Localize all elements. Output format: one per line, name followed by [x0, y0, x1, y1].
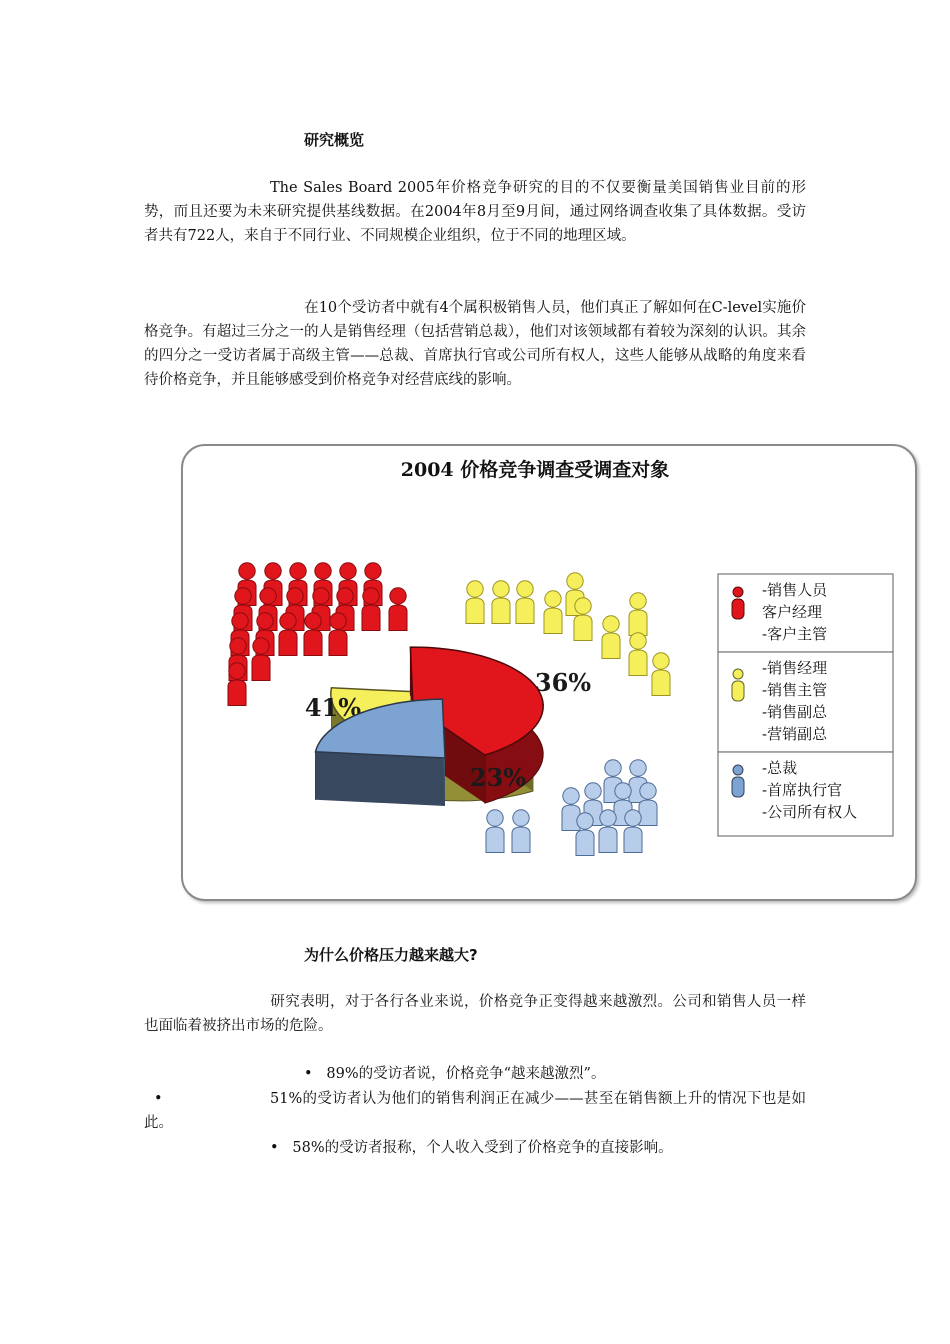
legend-label: 客户经理 [762, 603, 823, 621]
legend-entry [718, 574, 893, 652]
slice-data-label: 41% [304, 693, 362, 722]
person-icon [652, 653, 670, 696]
legend-person-icon [732, 587, 744, 619]
section-title-overview: 研究概览 [304, 131, 365, 149]
person-icon [466, 581, 484, 624]
bullet-item-3 [270, 1136, 673, 1160]
legend-label: -销售主管 [762, 681, 828, 699]
person-icon [329, 613, 347, 656]
chart-title: 2004 价格竞争调查受调查对象 [400, 459, 670, 481]
person-icon [389, 588, 407, 631]
legend-person-icon [732, 765, 744, 797]
legend-label: -总裁 [762, 759, 798, 777]
pie-layer [228, 563, 670, 856]
bullet-symbol: • [270, 1140, 279, 1156]
legend-person-icon [732, 669, 744, 701]
legend-label: -销售经理 [762, 659, 828, 677]
person-icon [486, 810, 504, 853]
bullet-symbol: • [154, 1091, 163, 1107]
person-icon [228, 663, 246, 706]
pie-slice-wall [316, 752, 446, 806]
person-icon [512, 810, 530, 853]
paragraph-overview-1: The Sales Board 2005年价格竞争研究的目的不仅要衡量美国销售业目前的形势，而且还要为未来研究提供基线数据。在2004年8月至9月间，通过网络调查收集了具体数据。受访者共有722人，来自于不同行业、不同规模企业组织，位于不同的地理区域。 [144, 180, 806, 244]
person-icon [544, 591, 562, 634]
legend-label: -销售副总 [762, 703, 828, 721]
chart-frame [181, 444, 917, 901]
respondents-pie-chart [183, 446, 915, 899]
paragraph-overview-2: 在10个受访者中就有4个属积极销售人员，他们真正了解如何在C-level实施价格竞争。有超过三分之一的人是销售经理（包括营销总裁），他们对该领域都有着较为深刻的认识。其余的四分之一受访者属于高级主管——总裁、首席执行官或公司所有权人，这些人能够从战略的角度来看待价格竞争，并且能够感受到价格竞争对经营底线的影响。 [144, 300, 806, 388]
person-icon [252, 638, 270, 681]
person-icon [279, 613, 297, 656]
bullet-text: 51%的受访者认为他们的销售利润正在减少——甚至在销售额上升的情况下也是如此。 [144, 1091, 806, 1131]
bullet-symbol: • [304, 1066, 313, 1082]
slice-data-label: 36% [534, 668, 592, 697]
legend-entry [718, 652, 893, 752]
slice-data-label: 23% [469, 763, 527, 792]
paragraph-pressure-1: 研究表明，对于各行各业来说，价格竞争正变得越来越激烈。公司和销售人员一样也面临着被挤出市场的危险。 [144, 994, 806, 1034]
bullet-item-2 [144, 1087, 806, 1135]
legend-label: -销售人员 [762, 581, 828, 599]
bullet-text: 58%的受访者报称，个人收入受到了价格竞争的直接影响。 [292, 1140, 673, 1156]
person-icon [624, 810, 642, 853]
legend-label: -营销副总 [762, 725, 828, 743]
person-icon [362, 588, 380, 631]
person-icon [629, 633, 647, 676]
person-icon [599, 810, 617, 853]
bullet-text: 89%的受访者说，价格竞争“越来越激烈”。 [326, 1066, 606, 1082]
person-icon [576, 813, 594, 856]
person-icon [516, 581, 534, 624]
bullet-item-1 [304, 1062, 605, 1086]
section-title-pressure: 为什么价格压力越来越大? [304, 946, 478, 964]
person-icon [492, 581, 510, 624]
legend-entry [718, 752, 893, 836]
legend-label: -首席执行官 [762, 781, 843, 799]
legend-layer [718, 574, 893, 836]
person-icon [639, 783, 657, 826]
person-icon [629, 593, 647, 636]
person-icon [602, 616, 620, 659]
person-icon [304, 613, 322, 656]
person-icon [574, 598, 592, 641]
legend-label: -公司所有权人 [762, 803, 858, 821]
legend-label: -客户主管 [762, 625, 828, 643]
